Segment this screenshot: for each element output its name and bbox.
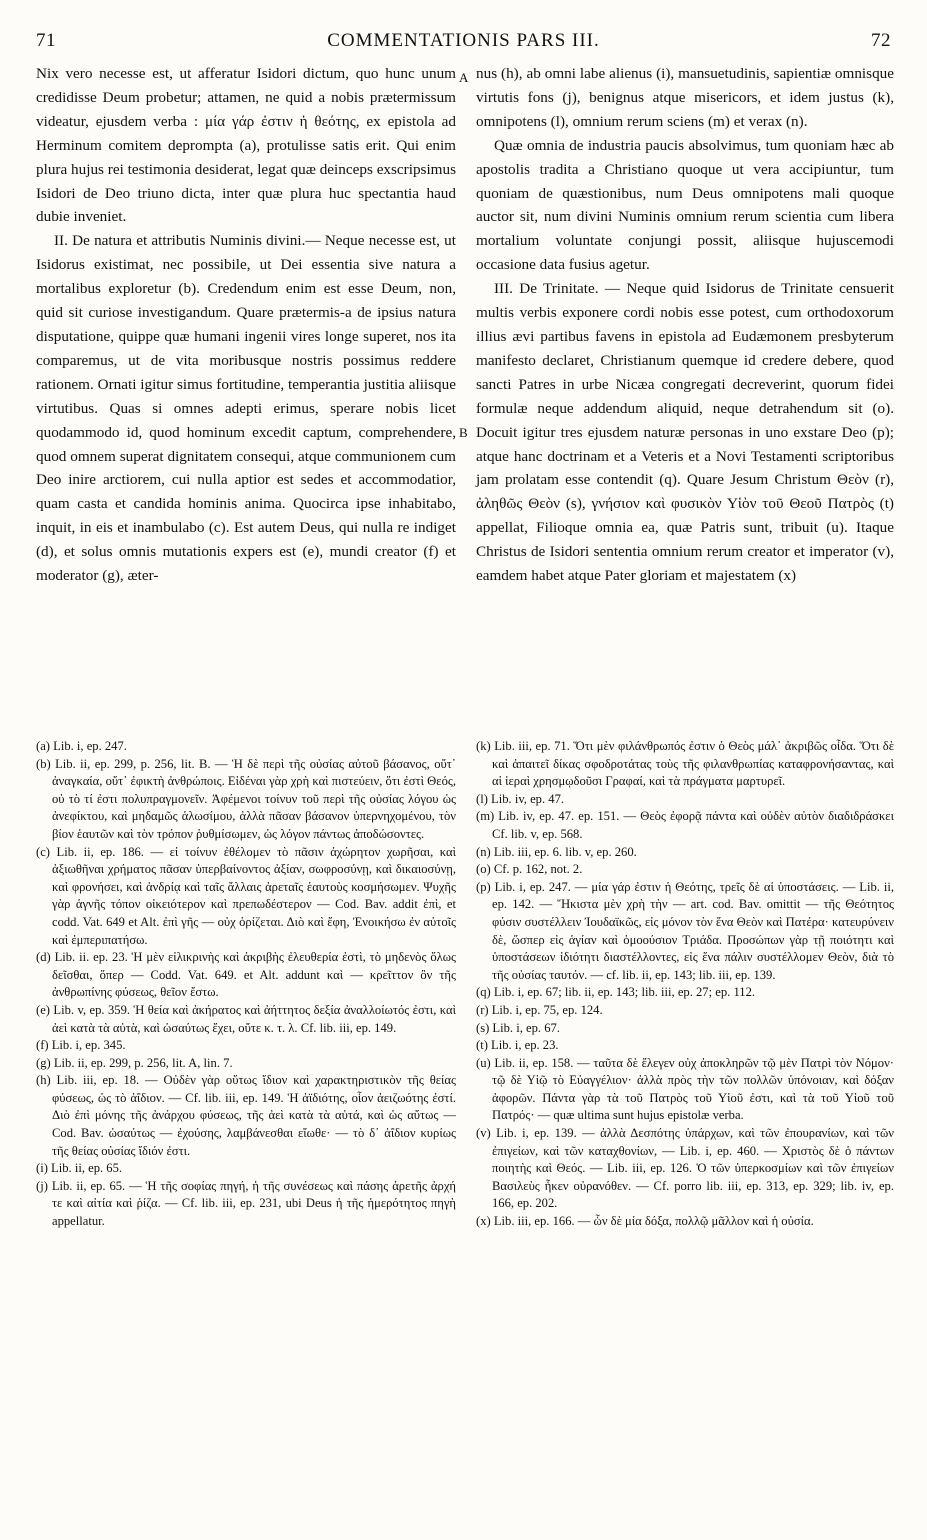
body-paragraph: Quæ omnia de industria paucis absolvimus, tum quoniam hæc ab apostolis tradita a Christiano quoque ut vera accipiuntur, tum quoniam de quæstionibus, num Deus omnipotens mali quoque auctor sit, num divini Numinis omnium rerum scientia cum libera mortalium voluntate conjungi possit, aliisque hujuscemodi occasione data fusius agetur. — [476, 136, 894, 274]
footnote: (x) Lib. iii, ep. 166. — ὧν δὲ μία δόξα, πολλῷ μᾶλλον καὶ ἡ οὐσία. — [476, 1214, 814, 1229]
column-marker-a: A — [459, 70, 469, 85]
footnote: (k) Lib. iii, ep. 71. Ὅτι μὲν φιλάνθρωπός ἐστιν ὁ Θεὸς μάλ᾽ ἀκριβῶς οἶδα. Ὅτι δὲ καὶ ἀπαιτεῖ δίκας σφοδροτάτας τοὺς τῆς φιλανθρωπίας καταφρονήσαντας, καὶ αἱ ἱεραὶ χρησμῳδοῦσι Γραφαί, καὶ τὰ πράγματα μαρτυρεῖ. — [476, 739, 894, 789]
footnote: (n) Lib. iii, ep. 6. lib. v, ep. 260. — [476, 844, 637, 859]
footnotes-right — [476, 738, 894, 1231]
body-paragraph: III. De Trinitate. — Neque quid Isidorus de Trinitate censuerit multis verbis exponere cordi nobis esse potest, cum orthodoxorum illius ævi partibus favens in epistola ad Eudæmonem presbyterum manifesto declaret, Christianum quemque id credere debere, quod sancti Patres in urbe Nicæa congregati decreverint, quorum fidei formulæ neque addendum aliquid, neque detrahendum sit (o). Docuit igitur tres ejusdem naturæ personas in uno exstare Deo (p); atque hanc doctrinam et a Veteris et a Novi Testamenti scriptoribus jam prolatam esse contendit (q). Quare Jesum Christum Θεὸν (r), ἀληθῶς Θεὸν (s), γνήσιον καὶ φυσικὸν Υἱὸν τοῦ Θεοῦ Πατρὸς (t) appellat, Filioque omnia ea, quæ Patris sunt, tribuit (u). Itaque Christus de Isidori sententia omnium rerum creator et imperator (v), eamdem habet atque Pater gloriam et majestatem (x) — [476, 280, 894, 585]
footnote: (d) Lib. ii. ep. 23. Ἡ μὲν εἰλικρινὴς καὶ ἀκριβὴς ἐλευθερία ἐστὶ, τὸ μηδενὸς ὅλως δεῖσθαι, ὅπερ — Codd. Vat. 649. et Alt. addunt καὶ — κρεῖττον ὂν τῆς ἀνθρωπίνης φύσεως, θεῖον ἔστω. — [36, 950, 456, 1000]
body-paragraph: Nix vero necesse est, ut afferatur Isidori dictum, quo hunc unum credidisse Deum probetur; attamen, ne quid a nobis prætermissum videatur, ejusdem verba : μία γάρ ἐστιν ἡ θεότης, ex epistola ad Herminum comitem deprompta (a), protulisse satis erit. Qui enim plura hujus rei testimonia desiderat, legat quæ deinceps exscripsimus Isidori de Deo triuno dicta, inter quæ plura huc spectantia haud dubie inveniet. — [36, 65, 456, 226]
footnote: (a) Lib. i, ep. 247. — [36, 739, 127, 753]
running-header — [36, 30, 891, 56]
running-title: COMMENTATIONIS PARS III. — [327, 30, 600, 51]
body-paragraph: II. De natura et attributis Numinis divini.— Neque necesse est, ut Isidorus existimat, nec possibile, ut Dei essentia sive natura a mortalibus exploretur (b). Credendum enim est esse Deum, non, quid sit curiose investigandum. Quare prætermis-a de ipsius natura disputatione, quippe quæ humani ingenii vires longe superet, nos ita comparemus, ut de vita moribusque nostris possimus reddere rationem. Ornati igitur simus fortitudine, temperantia justitia aliisque virtutibus. Quas si omnes adepti erimus, sperare nobis licet quodammodo id, quod hominum excedit captum, comprehendere, quod omnem superat dignitatem consequi, atque communionem cum Deo inire arctiorem, cui nulla aptior est sedes et accommodatior, quam casta et candida hominis anima. Quocirca ipse inhabitabo, inquit, in eis et inambulabo (c). Est autem Deus, qui nulla re indiget (d), et solus omnis mutationis expers est (e), mundi creator (f) et moderator (g), æter- — [36, 232, 456, 585]
footnote: (q) Lib. i, ep. 67; lib. ii, ep. 143; lib. iii, ep. 27; ep. 112. — [476, 985, 756, 1000]
body-column-left — [36, 62, 456, 588]
footnote: (j) Lib. ii, ep. 65. — Ἡ τῆς σοφίας πηγή, ἡ τῆς συνέσεως καὶ πάσης ἀρετῆς ἀρχή τε καὶ αἰτία καὶ ῥίζα. — Cf. lib. iii, ep. 231, ubi Deus ἡ τῆς ἡμερότητος πηγὴ appellatur. — [36, 1178, 456, 1229]
footnote: (g) Lib. ii, ep. 299, p. 256, lit. A, lin. 7. — [36, 1055, 233, 1070]
footnotes-left — [36, 738, 456, 1231]
footnote: (c) Lib. ii, ep. 186. — εἰ τοίνυν ἐθέλομεν τὸ πᾶσιν ἀχώρητον χωρῆσαι, καὶ ἀξιωθῆναι χρήματος πᾶσαν ὑπερβαίνοντος ἀξίαν, σωφροσύνῃ, καὶ δικαιοσύνῃ, καὶ φρονήσει, καὶ ἀνδρίᾳ καὶ ταῖς ἄλλαις ἀρεταῖς ἑαυτοὺς κοσμήσωμεν. Ψυχῆς γὰρ ἁγνῆς τόπον οἰκειότερον καὶ πρεπωδέστερον — Cod. Bav. addit ἐπὶ, et codd. Vat. 649 et Alt. ἐπὶ γῆς — οὐχ ὁρίζεται. Διὸ καὶ ἔφη, Ἐνοικήσω ἐν αὐτοῖς καὶ ἐμπεριπατήσω. — [36, 844, 456, 947]
body-column-right — [476, 62, 894, 588]
footnote: (h) Lib. iii, ep. 18. — Οὐδὲν γὰρ οὕτως ἴδιον καὶ χαρακτηριστικὸν τῆς θείας φύσεως, ὡς τὸ ἀΐδιον. — Cf. lib. iii, ep. 149. Ἡ ἀϊδιότης, οἷον ἀειζωότης ἐστί. Διὸ ἐπὶ μόνης τῆς ἀνάρχου φύσεως, τῆς ἀεὶ κατὰ τὰ αὐτά, καὶ ὡς αὔτως — Cod. Bav. ὡσαύτως — ἐχούσης, λαμβάνεσθαι εἴωθε· — τὸ δ᾽ ἀΐδιον κυρίως τῆς θείας οὐσίας ἴδιόν ἐστι. — [36, 1073, 456, 1158]
page-number-right: 72 — [871, 30, 891, 51]
footnote: (b) Lib. ii, ep. 299, p. 256, lit. B. — Ἡ δὲ περὶ τῆς οὐσίας αὐτοῦ βάσανος, οὔτ᾽ ἀναγκαία, οὔτ᾽ ἐφικτὴ ἀνθρώποις. Εἰδέναι γὰρ χρὴ καὶ πιστεύειν, ὅτι ἐστὶ Θεός, οὐ τὸ τί ἐστι πολυπραγμονεῖν. Ἀφέμενοι τοίνυν τοῦ περὶ τῆς οὐσίας λόγου ὡς ἀνεφίκτου, καὶ μηδαμῶς ἁλωσίμου, ἀλλὰ πᾶσαν βάσανον ὑπερνηχομένου, τὸν βίον ἑαυτῶν καὶ τὸν τρόπον ῥυθμίσωμεν, ὡς λόγον πάντως ἀποδώσοντες. — [36, 756, 456, 841]
footnote: (m) Lib. iv, ep. 47. ep. 151. — Θεὸς ἐφορᾷ πάντα καὶ οὐδὲν αὐτὸν διαδιδράσκει Cf. lib. v, ep. 568. — [476, 809, 894, 841]
column-marker-b: B — [459, 425, 468, 440]
footnote: (s) Lib. i, ep. 67. — [476, 1020, 560, 1035]
footnote: (t) Lib. i, ep. 23. — [476, 1038, 559, 1053]
page-number-left: 71 — [36, 30, 56, 51]
body-paragraph: nus (h), ab omni labe alienus (i), mansuetudinis, sapientiæ omnisque virtutis fons (j), benignus atque misericors, et idem justus (k), omnipotens (l), omnium rerum sciens (m) et verax (n). — [476, 65, 894, 130]
footnote: (o) Cf. p. 162, not. 2. — [476, 862, 583, 877]
footnote: (f) Lib. i, ep. 345. — [36, 1038, 126, 1053]
footnote: (i) Lib. ii, ep. 65. — [36, 1161, 123, 1176]
footnote: (v) Lib. i, ep. 139. — ἀλλὰ Δεσπότης ὑπάρχων, καὶ τῶν ἐπουρανίων, καὶ τῶν ἐπιγείων, καὶ τῶν καταχθονίων, — Lib. i, ep. 460. — Χριστὸς δὲ ὁ πάντων ποιητὴς καὶ Θεός. — Lib. iii, ep. 126. Ὁ τῶν ὑπερκοσμίων καὶ τῶν ἐπιγείων Βασιλεὺς ἧκεν οὐρανόθεν. — Cf. porro lib. iii, ep. 313, ep. 329; lib. iv, ep. 166, ep. 202. — [476, 1126, 894, 1211]
footnote: (l) Lib. iv, ep. 47. — [476, 791, 565, 806]
footnote: (e) Lib. v, ep. 359. Ἡ θεία καὶ ἀκήρατος καὶ ἀήττητος δεξία ἀναλλοίωτός ἐστι, καὶ ἀεὶ κατὰ τὰ αὐτὰ, καὶ ὡσαύτως ἔχει, οὔτε κ. τ. λ. Cf. lib. iii, ep. 149. — [36, 1002, 456, 1035]
footnote: (r) Lib. i, ep. 75, ep. 124. — [476, 1002, 603, 1017]
footnote: (p) Lib. i, ep. 247. — μία γάρ ἐστιν ἡ Θεότης, τρεῖς δὲ αἱ ὑποστάσεις. — Lib. ii, ep. 142. — Ἥκιστα μὲν χρὴ τὴν — art. cod. Bav. omittit — τῆς Θεότητος φύσιν συστέλλειν Ἰουδαϊκῶς, εἰς μόνον τὸν ἕνα Θεὸν καὶ Πατέρα· κατευρύνειν δὲ, ὥσπερ εἰς ἁγίαν καὶ ὁμοούσιον Τριάδα. Προσώπων γὰρ τῇ ποιότητι καὶ ὑποστάσεων ἰδιότητι διαστέλλοντες, εἰς ἕνα πάλιν συστέλλομεν Θεὸν, διὰ τὸ τῆς οὐσίας ταυτόν. — cf. lib. ii, ep. 143; lib. iii, ep. 139. — [476, 879, 894, 982]
footnote: (u) Lib. ii, ep. 158. — ταῦτα δὲ ἔλεγεν οὐχ ἀποκληρῶν τῷ μὲν Πατρὶ τὸν Νόμον· τῷ δὲ Υἱῷ τὸ Εὐαγγέλιον· ἀλλὰ πρὸς τὴν τῶν πολλῶν ὑπόνοιαν, καὶ δόξαν ἀφορῶν. Πάντα γὰρ τὰ τοῦ Πατρὸς τοῦ Υἱοῦ ἐστι, καὶ τὰ τοῦ Υἱοῦ τοῦ Πατρός· — quæ ultima sunt hujus epistolæ verba. — [476, 1055, 894, 1123]
